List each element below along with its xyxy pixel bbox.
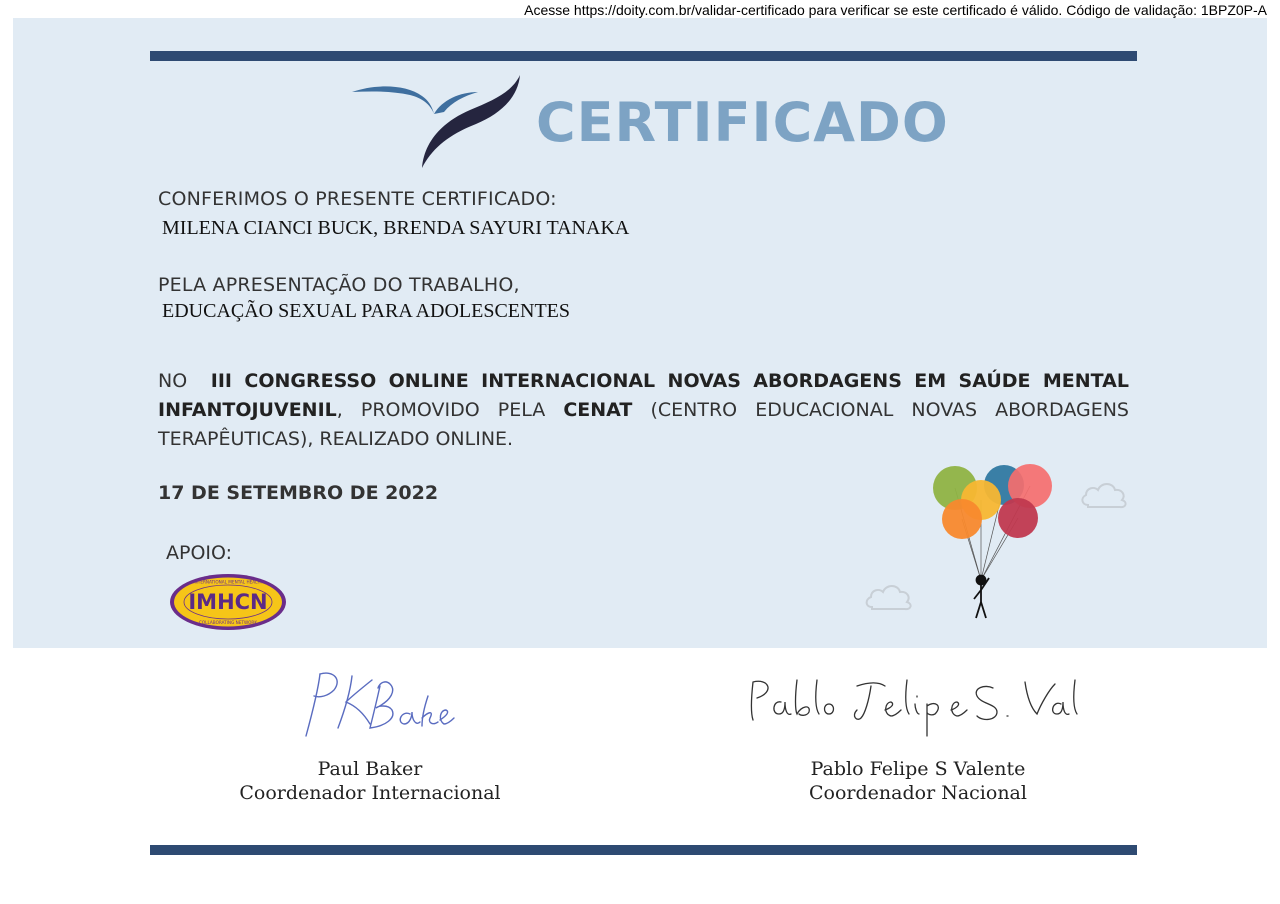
signer-role: Coordenador Internacional [239,782,501,804]
support-label: APOIO: [166,542,233,564]
cloud-icon [867,586,911,609]
imhcn-text: IMHCN [188,590,268,614]
event-description [158,367,1129,454]
imhcn-ring-bottom: COLLABORATING NETWORK [198,620,258,625]
signature-block-national [768,757,1068,805]
event-name: III CONGRESSO ONLINE INTERNACIONAL NOVAS ABORDAGENS EM SAÚDE MENTAL INFANTOJUVENIL [158,370,1129,421]
confer-label: CONFERIMOS O PRESENTE CERTIFICADO: [158,188,557,210]
signature-pablo-valente [745,670,1090,740]
bottom-divider-bar [150,845,1137,855]
imhcn-logo [168,572,288,632]
bird-wing-logo [350,70,530,170]
work-label: PELA APRESENTAÇÃO DO TRABALHO, [158,274,520,296]
signature-block-international [220,757,520,805]
cloud-icon [1082,484,1125,507]
signature-paul-baker [300,666,460,746]
event-org-full: (CENTRO EDUCACIONAL NOVAS ABORDAGENS TERAPÊUTICAS), REALIZADO ONLINE. [158,399,1129,450]
validation-notice: Acesse https://doity.com.br/validar-certificado para verificar se este certificado é válido. Código de validação: 1BPZ0P-A [524,2,1267,18]
work-title: EDUCAÇÃO SEXUAL PARA ADOLESCENTES [162,300,571,322]
balloons-illustration [860,460,1140,625]
event-org: CENAT [563,399,633,421]
recipients: MILENA CIANCI BUCK, BRENDA SAYURI TANAKA [162,217,630,239]
signer-name: Paul Baker [317,758,423,780]
event-promoted-by: , PROMOVIDO PELA [336,399,564,421]
certificate-title: CERTIFICADO [536,91,949,154]
event-prefix: NO [158,370,188,392]
top-divider-bar [150,51,1137,61]
event-date: 17 DE SETEMBRO DE 2022 [158,482,439,504]
signer-role: Coordenador Nacional [809,782,1027,804]
imhcn-ring-top: INTERNATIONAL MENTAL HEALTH [193,579,263,585]
signer-name: Pablo Felipe S Valente [810,758,1026,780]
